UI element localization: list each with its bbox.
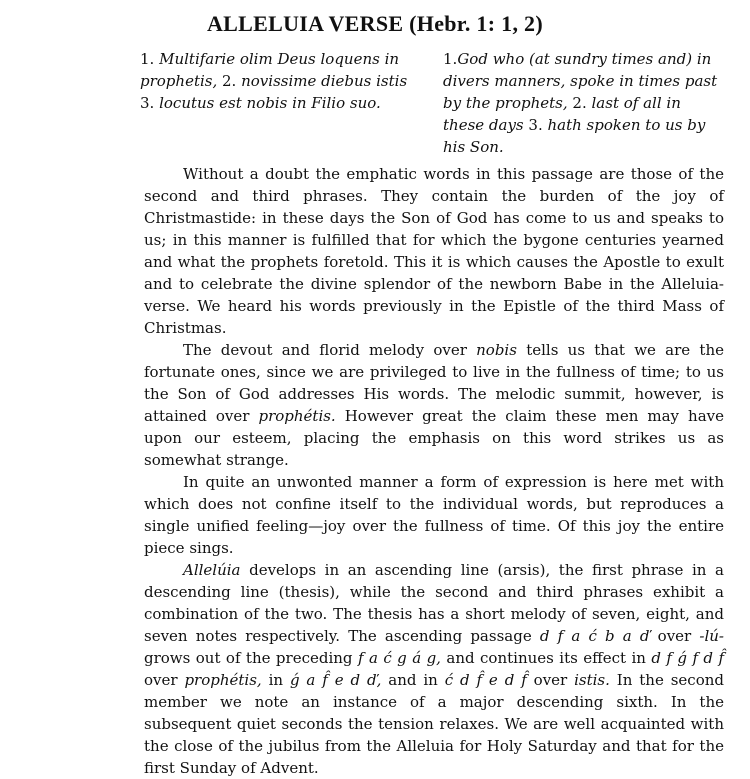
- text-run: over: [144, 671, 185, 689]
- text-run-italic: Allelúia: [183, 561, 241, 579]
- text-run-italic: prophétis.: [258, 407, 336, 425]
- verse-number: 2.: [222, 72, 237, 90]
- commentary: [144, 163, 724, 779]
- english-phrase: last of all in these days: [443, 94, 681, 134]
- verse-number: 2.: [572, 94, 587, 112]
- latin-verse: [140, 48, 422, 114]
- text-run-italic: -lú-: [699, 627, 725, 645]
- english-verse: [443, 48, 725, 158]
- text-run: tells us that we are the fortunate ones, since we are privileged to live in the fullness of time; to us the Son of God addresses His words. The melodic summit, however, is attained over: [144, 341, 724, 425]
- text-run-italic: nobis: [476, 341, 517, 359]
- latin-phrase: locutus est nobis in Filio suo.: [159, 94, 381, 112]
- text-run-italic: ǵ a f̂ e d ď,: [289, 671, 382, 689]
- text-run: over: [526, 671, 575, 689]
- text-run: over: [649, 627, 700, 645]
- latin-phrase: Multifarie olim Deus loquens in prophetis,: [140, 50, 400, 90]
- text-run-italic: ć d f̂ e d f̂: [444, 671, 527, 689]
- text-run: develops in an ascending line (arsis), the first phrase in a descending line (thesis), while the second and third phrases exhibit a combination of the two. The thesis has a short melody of seven, eight, and seven notes respectively. The ascending passage: [144, 561, 724, 645]
- verse-number: 3.: [140, 94, 155, 112]
- text-run-italic: f a ć g á g,: [357, 649, 441, 667]
- text-run-italic: d f ǵ f d f̂: [651, 649, 725, 667]
- verse-number: 3.: [528, 116, 543, 134]
- english-phrase: God who (at sundry times and) in divers manners, spoke in times past by the prophets,: [443, 50, 718, 112]
- page-title: ALLELUIA VERSE (Hebr. 1: 1, 2): [206, 11, 543, 36]
- paragraph-4: [144, 559, 724, 779]
- paragraph-3: In quite an unwonted manner a form of expression is here met with which does not confine itself to the individual words, but reproduces a single unified feeling—joy over the fullness of time. Of this joy the entire piece sings.: [144, 473, 724, 557]
- text-run: In the second member we note an instance of a major descending sixth. In the subsequent quiet seconds the tension relaxes. We are well acquainted with the close of the jubilus from the Alleluia for Holy Saturday and that for the first Sunday of Advent.: [144, 671, 725, 777]
- paragraph-1: Without a doubt the emphatic words in this passage are those of the second and third phrases. They contain the burden of the joy of Christmastide: in these days the Son of God has come to us and speaks to us; in this manner is fulfilled that for which the bygone centuries yearned and what the prophets foretold. This it is which causes the Apostle to exult and to celebrate the divine splendor of the newborn Babe in the Alleluia-verse. We heard his words previously in the Epistle of the third Mass of Christmas.: [144, 165, 724, 337]
- latin-phrase: novissime diebus istis: [241, 72, 408, 90]
- verse-number: 1.: [140, 50, 155, 68]
- text-run: and in: [381, 671, 445, 689]
- text-run: in: [261, 671, 290, 689]
- text-run-italic: d f a ć b a ď: [539, 627, 650, 645]
- english-phrase: hath spoken to us by his Son.: [443, 116, 706, 156]
- paragraph-2: [144, 339, 724, 471]
- verse-number: 1.: [443, 50, 458, 68]
- text-run: However great the claim these men may have upon our esteem, placing the emphasis on this word strikes us as somewhat strange.: [144, 407, 725, 469]
- text-run-italic: prophétis,: [184, 671, 262, 689]
- text-run: The devout and florid melody over: [183, 341, 477, 359]
- text-run: and continues its effect in: [440, 649, 652, 667]
- text-run: grows out of the preceding: [144, 649, 358, 667]
- text-run-italic: istis.: [574, 671, 610, 689]
